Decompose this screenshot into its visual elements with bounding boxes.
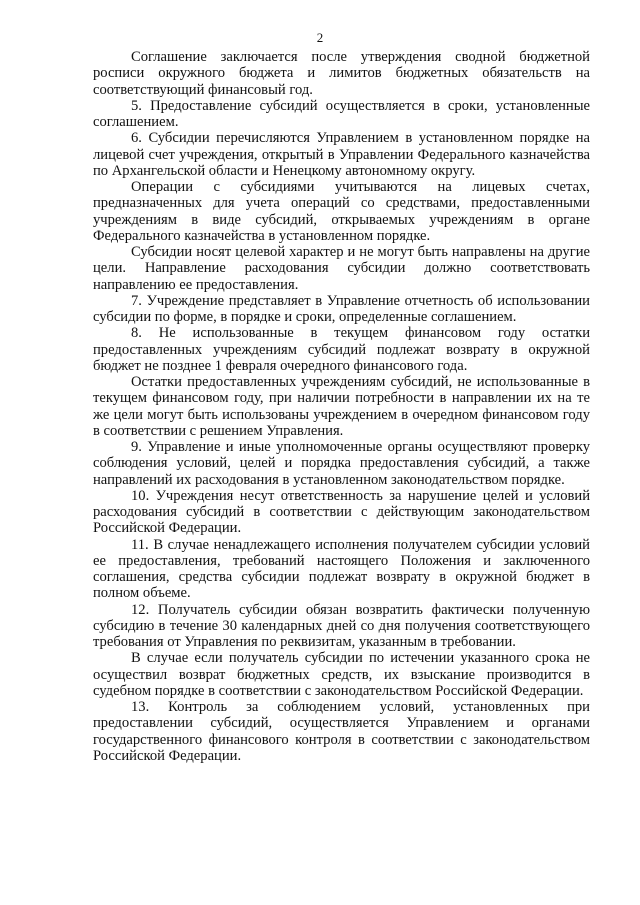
paragraph-12: 12. Получатель субсидии обязан возвратить фактически полученную субсидию в течение 30 календарных дней со дня получения соответствующего требования от Управления по реквизитам, указанным в требовании. (93, 601, 590, 650)
paragraph-agreement: Соглашение заключается после утверждения сводной бюджетной росписи окружного бюджета и лимитов бюджетных обязательств на соответствующий финансовый год. (93, 49, 590, 98)
paragraph-6: 6. Субсидии перечисляются Управлением в установленном порядке на лицевой счет учреждения, открытый в Управлении Федерального казначейства по Архангельской области и Ненецкому автономному округу. (93, 130, 590, 179)
paragraph-recovery: В случае если получатель субсидии по истечении указанного срока не осуществил возврат бюджетных средств, их взыскание производится в судебном порядке в соответствии с законодательством Российской Федерации. (93, 650, 590, 699)
paragraph-purpose: Субсидии носят целевой характер и не могут быть направлены на другие цели. Направление расходования субсидии должно соответствовать направлению ее предоставления. (93, 244, 590, 293)
paragraph-5: 5. Предоставление субсидий осуществляется в сроки, установленные соглашением. (93, 97, 590, 130)
paragraph-remainders: Остатки предоставленных учреждениям субсидий, не использованные в текущем финансовом году, при наличии потребности в направлении их на те же цели могут быть использованы учреждением в очередном финансовом году в соответствии с решением Управления. (93, 374, 590, 439)
paragraph-8: 8. Не использованные в текущем финансовом году остатки предоставленных учреждениям субсидий подлежат возврату в окружной бюджет не позднее 1 февраля очередного финансового года. (93, 325, 590, 374)
paragraph-13: 13. Контроль за соблюдением условий, установленных при предоставлении субсидий, осуществляется Управлением и органами государственного финансового контроля в соответствии с законодательством Российской Федерации. (93, 699, 590, 764)
paragraph-7: 7. Учреждение представляет в Управление отчетность об использовании субсидии по форме, в порядке и сроки, определенные соглашением. (93, 292, 590, 325)
paragraph-9: 9. Управление и иные уполномоченные органы осуществляют проверку соблюдения условий, целей и порядка предоставления субсидий, а также направлений их расходования в установленном законодательством порядке. (93, 439, 590, 488)
page-number: 2 (316, 30, 324, 45)
paragraph-operations: Операции с субсидиями учитываются на лицевых счетах, предназначенных для учета операций со средствами, предоставленными учреждениям в виде субсидий, открываемых учреждениям в органе Федерального казначейства в установленном порядке. (93, 179, 590, 244)
document-body (93, 49, 590, 764)
paragraph-11: 11. В случае ненадлежащего исполнения получателем субсидии условий ее предоставления, требований настоящего Положения и заключенного соглашения, средства субсидии подлежат возврату в окружной бюджет в полном объеме. (93, 536, 590, 602)
paragraph-10: 10. Учреждения несут ответственность за нарушение целей и условий расходования субсидий в соответствии с действующим законодательством Российской Федерации. (93, 487, 590, 537)
